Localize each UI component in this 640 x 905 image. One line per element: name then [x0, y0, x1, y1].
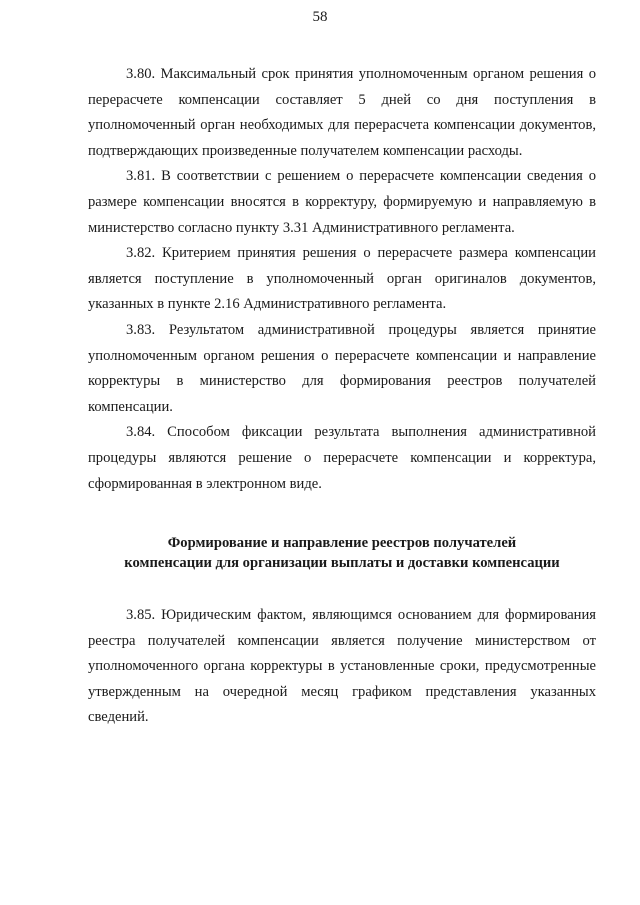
paragraph-3-80: 3.80. Максимальный срок принятия уполномоченным органом решения о перерасчете компенсации составляет 5 дней со дня поступления в уполномоченный орган необходимых для перерасчета компенсации документов, подтверждающих произведенные получателем компенсации расходы. — [88, 66, 596, 159]
paragraph-3-82: 3.82. Критерием принятия решения о перерасчете размера компенсации является поступление в уполномоченный орган оригиналов документов, указанных в пункте 2.16 Административного регламента. — [88, 245, 596, 313]
section-heading-line-2: компенсации для организации выплаты и доставки компенсации — [124, 555, 560, 572]
paragraph-3-81: 3.81. В соответствии с решением о перерасчете компенсации сведения о размере компенсации вносятся в корректуру, формируемую и направляемую в министерство согласно пункту 3.31 Административного регламента. — [88, 168, 596, 236]
section-heading — [88, 533, 596, 573]
paragraph-3-83: 3.83. Результатом административной процедуры является принятие уполномоченным органом решения о перерасчете компенсации и направление корректуры в министерство для формирования реестров получателей компенсации. — [88, 321, 596, 415]
paragraph-3-84: 3.84. Способом фиксации результата выполнения административной процедуры являются решение о перерасчете компенсации и корректура, сформированная в электронном виде. — [88, 424, 596, 492]
page-number: 58 — [312, 9, 328, 25]
section-heading-line-1: Формирование и направление реестров получателей — [167, 535, 517, 552]
paragraph-3-85: 3.85. Юридическим фактом, являющимся основанием для формирования реестра получателей компенсации является получение министерством от уполномоченного органа корректуры в установленные сроки, предусмотренные утвержденным на очередной месяц графиком представления указанных сведений. — [88, 607, 596, 726]
document-body — [88, 62, 596, 731]
